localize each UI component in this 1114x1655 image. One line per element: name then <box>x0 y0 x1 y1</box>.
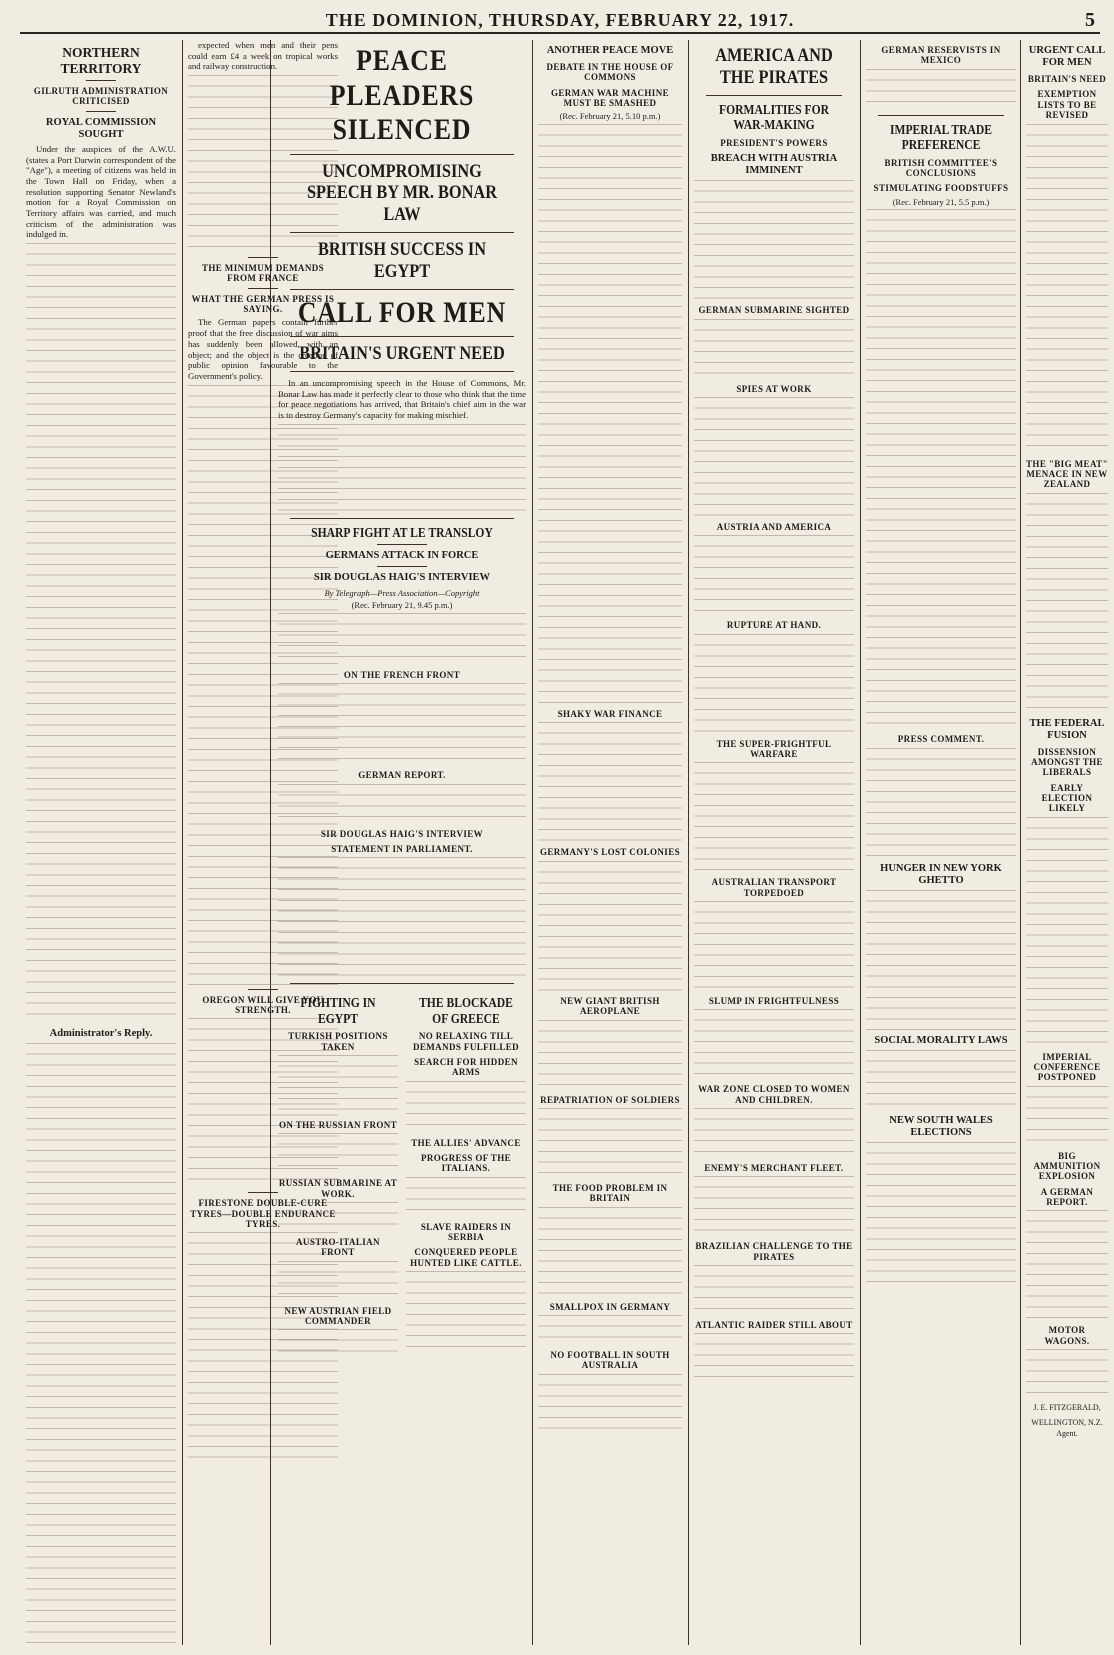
column-5 <box>694 40 854 1645</box>
advertiser-address: WELLINGTON, N.Z. Agent. <box>1031 1417 1103 1438</box>
article-body <box>538 1108 682 1178</box>
subheadline: RUSSIAN SUBMARINE AT WORK. <box>278 1178 398 1199</box>
subheadline: PRESS COMMENT. <box>897 734 985 745</box>
headline: NEW GIANT BRITISH AEROPLANE <box>560 995 660 1017</box>
column-7 <box>1026 40 1108 1645</box>
subheadline: SLUMP IN FRIGHTFULNESS <box>708 995 840 1006</box>
article-body <box>538 1207 682 1297</box>
article-body <box>694 319 854 379</box>
article-body <box>866 209 1016 729</box>
headline: THE "BIG MEAT" MENACE IN NEW ZEALAND <box>1026 458 1108 490</box>
sub-column-right <box>406 990 526 1363</box>
headline: SHARP FIGHT AT LE TRANSLOY <box>311 524 493 540</box>
article-body <box>538 861 682 991</box>
subheadline: DISSENSION AMONGST THE LIBERALS <box>1031 746 1103 778</box>
subheadline: SPIES AT WORK <box>736 383 812 394</box>
subheadline: STIMULATING FOODSTUFFS <box>873 183 1009 194</box>
subheadline: AUSTRALIAN TRANSPORT TORPEDOED <box>711 877 837 898</box>
article-body <box>278 1261 398 1301</box>
headline: FIGHTING IN EGYPT <box>300 995 376 1026</box>
article-body <box>1026 817 1108 1047</box>
subheadline: SIR DOUGLAS HAIG'S INTERVIEW <box>320 828 484 839</box>
masthead <box>20 8 1100 34</box>
article-text: expected when men and their pens could earn £4 a week on tropical works and railway construction. <box>188 40 338 72</box>
dateline: (Rec. February 21, 9.45 p.m.) <box>351 600 453 611</box>
subheadline: ATLANTIC RAIDER STILL ABOUT <box>695 1320 853 1330</box>
article-body <box>278 1202 398 1232</box>
article-text: In an uncompromising speech in the House of Commons, Mr. Bonar Law has made it perfectly clear to those who think that the time for peace negotiations has arrived, that Britain's chief aim in the war is to destroy Germany's capacity for making mischief. <box>278 378 526 421</box>
subheadline: AUSTRIA AND AMERICA <box>716 521 832 532</box>
subheadline: WAR ZONE CLOSED TO WOMEN AND CHILDREN. <box>698 1084 850 1105</box>
headline: SHAKY WAR FINANCE <box>557 709 663 720</box>
subheadline: TURKISH POSITIONS TAKEN <box>288 1031 388 1052</box>
headline: SOCIAL MORALITY LAWS <box>874 1034 1008 1046</box>
headline: THE FEDERAL FUSION <box>1029 717 1105 741</box>
subheadline: ON THE FRENCH FRONT <box>343 669 461 680</box>
article-body <box>866 748 1016 858</box>
headline: NEW SOUTH WALES ELECTIONS <box>889 1114 993 1139</box>
lead-subheadline: UNCOMPROMISING SPEECH BY MR. BONAR LAW <box>306 160 498 226</box>
column-rule <box>1020 40 1021 1645</box>
subheadline: BRITAIN'S NEED <box>1027 74 1107 85</box>
headline: ANOTHER PEACE MOVE <box>546 45 674 56</box>
article-body <box>694 180 854 300</box>
advertisement-heading: FIRESTONE DOUBLE-CURE TYRES—DOUBLE ENDURANCE TYRES. <box>190 1198 336 1230</box>
article-body <box>538 1374 682 1434</box>
subheadline: GILRUTH ADMINISTRATION CRITICISED <box>33 86 169 107</box>
column-4 <box>538 40 682 1645</box>
headline: BIG AMMUNITION EXPLOSION <box>1033 1150 1101 1182</box>
headline: HUNGER IN NEW YORK GHETTO <box>880 862 1002 886</box>
headline: THE MINIMUM DEMANDS FROM FRANCE <box>201 263 325 284</box>
article-body <box>1026 124 1108 454</box>
subheadline: SIR DOUGLAS HAIG'S INTERVIEW <box>313 572 491 584</box>
column-1 <box>26 40 176 1645</box>
article-body <box>694 1009 854 1079</box>
article-body <box>278 1055 398 1115</box>
lower-split <box>278 990 526 1363</box>
subheadline: FORMALITIES FOR WAR-MAKING <box>719 101 829 133</box>
article-body <box>1026 493 1108 713</box>
article-body <box>278 683 526 765</box>
subheadline: EARLY ELECTION LIKELY <box>1041 782 1093 814</box>
article-body <box>866 69 1016 109</box>
headline: GERMAN RESERVISTS IN MEXICO <box>881 45 1001 66</box>
column-rule <box>532 40 533 1645</box>
headline: IMPERIAL CONFERENCE POSTPONED <box>1033 1051 1101 1083</box>
subheadline: ON THE RUSSIAN FRONT <box>278 1120 398 1131</box>
article-body <box>278 1329 398 1359</box>
headline: GERMANY'S LOST COLONIES <box>539 847 681 858</box>
article-body <box>866 890 1016 1030</box>
article-body <box>694 535 854 615</box>
advertisement-body <box>1026 1210 1108 1320</box>
subheadline: WHAT THE GERMAN PRESS IS SAYING. <box>191 293 335 315</box>
subheadline: SEARCH FOR HIDDEN ARMS <box>414 1057 518 1078</box>
subheadline: GERMAN SUBMARINE SIGHTED <box>698 305 850 316</box>
article-body <box>866 1050 1016 1110</box>
subheadline: SLAVE RAIDERS IN SERBIA <box>420 1221 512 1243</box>
article-body <box>538 124 682 704</box>
article-body <box>694 1333 854 1383</box>
article-body <box>694 901 854 991</box>
column-rule <box>860 40 861 1645</box>
subheadline: DEBATE IN THE HOUSE OF COMMONS <box>546 62 674 83</box>
headline: SMALLPOX IN GERMANY <box>549 1301 671 1312</box>
subheadline: Administrator's Reply. <box>49 1028 153 1040</box>
subheadline: AUSTRO-ITALIAN FRONT <box>296 1237 380 1258</box>
column-rule <box>688 40 689 1645</box>
newspaper-title: THE DOMINION, THURSDAY, FEBRUARY 22, 1917. <box>325 10 795 30</box>
article-text: The German papers contain further proof that the free discussion of war aims has suddenly been allowed, with an object; and the object is the creation of public opinion favourable to the Government's policy. <box>188 317 338 381</box>
subheadline: NEW AUSTRIAN FIELD COMMANDER <box>284 1305 392 1327</box>
article-body <box>694 1176 854 1236</box>
article-body <box>694 397 854 517</box>
article-body <box>26 1043 176 1645</box>
lead-subheadline: BRITAIN'S URGENT NEED <box>299 343 505 365</box>
article-text: Under the auspices of the A.W.U. (states a Port Darwin correspondent of the "Age"), a meeting of citizens was held in the Town Hall on Friday, when a resolution supporting Senator Newland's motion for a Royal Commission on Territory affairs was carried, and much criticism of the administration was indulged in. <box>26 143 176 240</box>
article-body <box>1026 1086 1108 1146</box>
article-body <box>406 1081 526 1133</box>
headline: REPATRIATION OF SOLDIERS <box>540 1094 680 1105</box>
article-body <box>538 722 682 842</box>
column-6 <box>866 40 1016 1645</box>
column-3 <box>278 40 526 1645</box>
article-body <box>538 1020 682 1090</box>
headline: URGENT CALL FOR MEN <box>1028 45 1106 69</box>
subheadline: ENEMY'S MERCHANT FLEET. <box>704 1162 844 1173</box>
subheadline: NO RELAXING TILL DEMANDS FULFILLED <box>412 1031 520 1052</box>
subheadline: EXEMPTION LISTS TO BE REVISED <box>1037 89 1097 121</box>
article-body <box>406 1271 526 1351</box>
advertisement-body <box>1026 1349 1108 1399</box>
headline: THE FOOD PROBLEM IN BRITAIN <box>552 1182 668 1204</box>
article-body <box>278 784 526 824</box>
credit-line: By Telegraph—Press Association—Copyright <box>324 587 480 598</box>
article-body <box>278 424 526 512</box>
headline: NO FOOTBALL IN SOUTH AUSTRALIA <box>550 1349 670 1371</box>
article-body <box>694 1265 854 1315</box>
article-body <box>26 243 176 1023</box>
headline: IMPERIAL TRADE PREFERENCE <box>889 121 993 153</box>
article-body <box>278 857 526 977</box>
column-rule <box>182 40 183 1645</box>
subheadline: STATEMENT IN PARLIAMENT. <box>331 843 473 854</box>
subheadline: RUPTURE AT HAND. <box>726 620 822 631</box>
article-body <box>278 613 526 665</box>
subheadline: PROGRESS OF THE ITALIANS. <box>420 1153 512 1174</box>
subheadline: ROYAL COMMISSION SOUGHT <box>45 116 157 140</box>
lead-subheadline: BRITISH SUCCESS IN EGYPT <box>317 239 486 282</box>
sub-column-left <box>278 990 398 1363</box>
subheadline: BRITISH COMMITTEE'S CONCLUSIONS <box>884 157 998 179</box>
article-body <box>866 1142 1016 1292</box>
advertisement-heading: OREGON WILL GIVE YOU STRENGTH. <box>202 994 324 1016</box>
article-body <box>694 762 854 872</box>
dateline: (Rec. February 21, 5.10 p.m.) <box>559 111 661 122</box>
lead-headline: PEACE PLEADERS SILENCED <box>329 44 475 146</box>
article-body <box>538 1315 682 1345</box>
subheadline: THE SUPER-FRIGHTFUL WARFARE <box>716 738 832 759</box>
subheadline: THE ALLIES' ADVANCE <box>411 1137 521 1148</box>
article-body <box>406 1177 526 1217</box>
headline: THE BLOCKADE OF GREECE <box>419 995 513 1026</box>
subheadline: GERMAN REPORT. <box>358 770 446 781</box>
subheadline: A GERMAN REPORT. <box>1040 1186 1094 1208</box>
subheadline: PRESIDENT'S POWERS <box>720 137 828 148</box>
subheadline: BRAZILIAN CHALLENGE TO THE PIRATES <box>695 1241 853 1262</box>
dateline: (Rec. February 21, 5.5 p.m.) <box>892 196 990 207</box>
subheadline: GERMANS ATTACK IN FORCE <box>325 550 479 562</box>
article-body <box>278 1133 398 1173</box>
page-number: 5 <box>1085 9 1096 31</box>
advertisement-heading: MOTOR WAGONS. <box>1044 1325 1090 1346</box>
lead-subheadline: CALL FOR MEN <box>297 295 507 329</box>
article-body <box>694 1108 854 1158</box>
headline: NORTHERN TERRITORY <box>60 45 142 76</box>
subheadline: GERMAN WAR MACHINE MUST BE SMASHED <box>550 87 670 109</box>
headline: AMERICA AND THE PIRATES <box>715 45 833 88</box>
article-body <box>694 634 854 734</box>
advertiser-name: J. E. FITZGERALD, <box>1033 1403 1101 1413</box>
subheadline: CONQUERED PEOPLE HUNTED LIKE CATTLE. <box>410 1247 522 1268</box>
subheadline: BREACH WITH AUSTRIA IMMINENT <box>710 153 838 177</box>
